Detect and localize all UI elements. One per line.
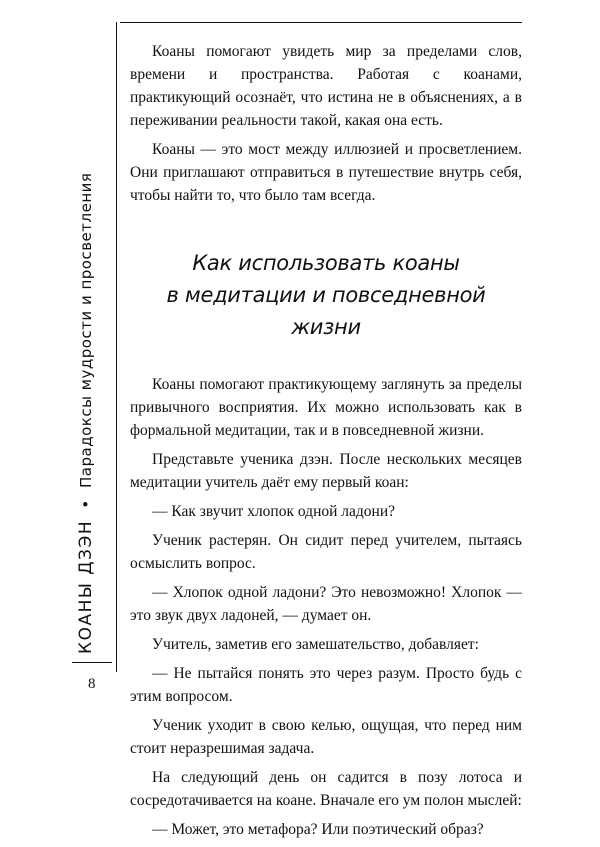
- section-heading-line: Как использовать коаны: [192, 251, 460, 275]
- page-body: [130, 40, 522, 847]
- paragraph: На следующий день он садится в позу лотоса и сосредотачивается на коане. Вначале его ум полон мыслей:: [130, 769, 522, 809]
- paragraph: Коаны помогают практикующему заглянуть за пределы привычного восприятия. Их можно использовать как в формальной медитации, так и в повседневной жизни.: [130, 376, 522, 439]
- running-head: [76, 34, 96, 654]
- dialogue-line: — Хлопок одной ладони? Это невозможно! Хлопок — это звук двух ладоней, — думает он.: [130, 584, 522, 624]
- folio-rule: [72, 662, 112, 663]
- paragraph: Коаны — это мост между иллюзией и просветлением. Они приглашают отправиться в путешествие внутрь себя, чтобы найти то, что было там всегда.: [130, 141, 522, 204]
- book-title: КОАНЫ ДЗЭН: [76, 519, 96, 654]
- dialogue-line: — Как звучит хлопок одной ладони?: [152, 503, 396, 520]
- page-number: 8: [88, 676, 96, 692]
- side-rule: [116, 22, 117, 672]
- section-heading-line: в медитации и повседневной жизни: [166, 283, 486, 339]
- top-rule: [120, 22, 522, 23]
- paragraph: Коаны помогают увидеть мир за пределами слов, времени и пространства. Работая с коанами, практикующий осознаёт, что истина не в объяснениях, а в переживании реальности такой, какая она есть.: [130, 43, 522, 129]
- paragraph: Ученик растерян. Он сидит перед учителем, пытаясь осмыслить вопрос.: [130, 532, 522, 572]
- running-head-separator: •: [77, 499, 95, 509]
- dialogue-line: — Не пытайся понять это через разум. Просто будь с этим вопросом.: [130, 665, 522, 705]
- dialogue-line: — Может, это метафора? Или поэтический образ?: [152, 821, 484, 838]
- book-subtitle: Парадоксы мудрости и просветления: [77, 172, 95, 488]
- paragraph: Учитель, заметив его замешательство, добавляет:: [152, 636, 479, 653]
- section-heading: [130, 247, 522, 343]
- paragraph: Представьте ученика дзэн. После нескольких месяцев медитации учитель даёт ему первый коан:: [130, 451, 522, 491]
- paragraph: Ученик уходит в свою келью, ощущая, что перед ним стоит неразрешимая задача.: [130, 717, 522, 757]
